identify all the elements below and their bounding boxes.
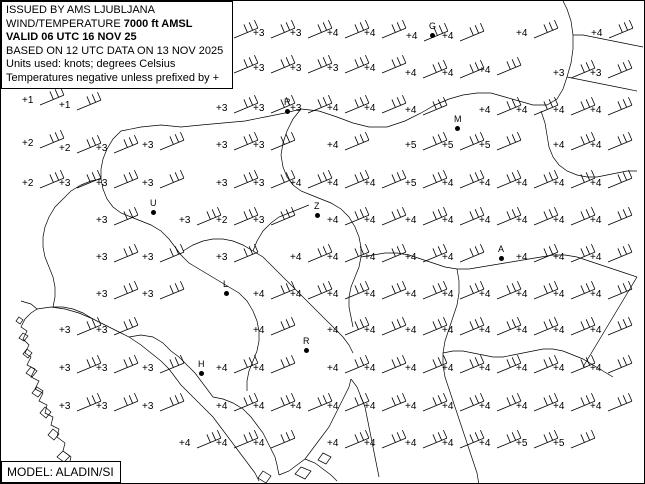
temperature-label: +4: [516, 178, 528, 189]
temperature-label: +4: [442, 401, 454, 412]
city-label: M: [454, 114, 462, 124]
temperature-label: +4: [442, 252, 454, 263]
temperature-label: +3: [142, 140, 154, 151]
wind-barb-icon: [534, 20, 558, 38]
temperature-label: +2: [216, 215, 228, 226]
temperature-label: +4: [216, 401, 228, 412]
wind-barb-icon: [345, 132, 369, 150]
temperature-label: +4: [364, 103, 376, 114]
temperature-label: +3: [253, 63, 265, 74]
basis-line: BASED ON 12 UTC DATA ON 13 NOV 2025: [6, 44, 224, 57]
temperature-label: +4: [442, 31, 454, 42]
temperature-label: +4: [442, 438, 454, 449]
temperature-label: +4: [405, 325, 417, 336]
city-marker-dot: [151, 210, 156, 215]
temperature-label: +3: [142, 401, 154, 412]
temperature-label: +4: [516, 401, 528, 412]
temperature-label: +4: [327, 401, 339, 412]
issuer-line: ISSUED BY AMS LJUBLJANA: [6, 4, 155, 16]
temperature-label: +4: [290, 252, 302, 263]
temperature-label: +4: [327, 28, 339, 39]
temperature-label: +3: [59, 363, 71, 374]
wind-barb-icon: [271, 132, 295, 150]
temperature-label: +4: [442, 215, 454, 226]
city-label: Z: [314, 201, 320, 211]
temperature-label: +4: [253, 289, 265, 300]
wind-barb-icon: [608, 244, 632, 262]
temperature-label: +4: [479, 178, 491, 189]
temperature-label: +3: [96, 325, 108, 336]
city-marker-dot: [224, 291, 229, 296]
wind-barb-icon: [382, 95, 406, 113]
chart-header-legend: [1, 1, 233, 89]
temperature-label: +4: [290, 401, 302, 412]
temperature-label: +3: [142, 178, 154, 189]
wind-barb-icon: [271, 317, 295, 335]
temperature-label: +4: [442, 68, 454, 79]
temperature-label: +4: [553, 252, 565, 263]
temperature-label: +4: [327, 325, 339, 336]
temperature-label: +3: [59, 325, 71, 336]
temperature-label: +4: [364, 438, 376, 449]
temperature-label: +4: [364, 215, 376, 226]
temperature-label: +4: [290, 178, 302, 189]
temperature-label: +3: [179, 215, 191, 226]
model-box: [1, 461, 121, 483]
temperature-label: +4: [179, 438, 191, 449]
temperature-label: +3: [253, 28, 265, 39]
temperature-label: +4: [405, 438, 417, 449]
wind-barb-icon: [382, 430, 406, 448]
temperature-label: +4: [327, 252, 339, 263]
temperature-label: +3: [290, 63, 302, 74]
temperature-label: +4: [405, 215, 417, 226]
temperature-label: +4: [516, 363, 528, 374]
temperature-label: +3: [96, 252, 108, 263]
wind-barb-icon: [271, 430, 295, 448]
temperature-label: +4: [405, 401, 417, 412]
wind-barb-icon: [160, 244, 184, 262]
city-marker-dot: [315, 213, 320, 218]
wind-barb-icon: [608, 60, 632, 78]
temperature-label: +4: [442, 289, 454, 300]
temperature-label: +5: [442, 140, 454, 151]
temperature-label: +3: [327, 63, 339, 74]
temperature-label: +4: [553, 178, 565, 189]
temperature-label: +4: [479, 401, 491, 412]
temperature-label: +4: [590, 215, 602, 226]
wind-barb-icon: [571, 430, 595, 448]
temperature-label: +4: [405, 252, 417, 263]
wind-barb-icon: [609, 20, 633, 38]
temperature-label: +4: [590, 401, 602, 412]
temperature-label: +4: [364, 401, 376, 412]
wind-barb-icon: [114, 393, 138, 411]
wind-barb-icon: [460, 23, 484, 41]
temperature-label: +4: [327, 215, 339, 226]
temperature-label: +3: [96, 401, 108, 412]
temperature-label: +4: [327, 289, 339, 300]
wind-barb-icon: [160, 132, 184, 150]
temperature-note-line: Temperatures negative unless prefixed by +: [6, 71, 220, 84]
temperature-label: +1: [22, 95, 34, 106]
temperature-label: +4: [553, 363, 565, 374]
city-label: R: [284, 97, 291, 107]
temperature-label: +3: [253, 178, 265, 189]
wind-barb-icon: [608, 170, 632, 188]
wind-barb-icon: [497, 132, 521, 150]
temperature-label: +2: [22, 178, 34, 189]
wind-barb-icon: [160, 170, 184, 188]
temperature-label: +4: [327, 363, 339, 374]
city-label: G: [429, 21, 437, 31]
wind-barb-icon: [114, 281, 138, 299]
temperature-label: +3: [216, 140, 228, 151]
city-marker-dot: [285, 109, 290, 114]
temperature-label: +3: [216, 103, 228, 114]
temperature-label: +4: [516, 105, 528, 116]
temperature-label: +3: [253, 140, 265, 151]
temperature-label: +4: [364, 178, 376, 189]
wind-barb-icon: [608, 132, 632, 150]
temperature-label: +4: [364, 289, 376, 300]
temperature-label: +1: [59, 100, 71, 111]
temperature-label: +4: [327, 438, 339, 449]
temperature-label: +3: [216, 252, 228, 263]
wind-barb-icon: [382, 207, 406, 225]
wind-barb-icon: [382, 393, 406, 411]
temperature-label: +4: [590, 325, 602, 336]
temperature-label: +5: [553, 438, 565, 449]
temperature-label: +3: [142, 289, 154, 300]
temperature-label: +4: [479, 215, 491, 226]
wind-barb-icon: [382, 281, 406, 299]
wind-barb-icon: [608, 97, 632, 115]
wind-barb-icon: [114, 244, 138, 262]
wind-barb-icon: [608, 355, 632, 373]
temperature-label: +3: [96, 143, 108, 154]
temperature-label: +3: [59, 401, 71, 412]
wind-barb-icon: [497, 57, 521, 75]
temperature-label: +4: [327, 103, 339, 114]
temperature-label: +2: [22, 138, 34, 149]
wind-barb-icon: [608, 207, 632, 225]
temperature-label: +4: [590, 289, 602, 300]
temperature-label: +5: [405, 140, 417, 151]
temperature-label: +4: [516, 325, 528, 336]
wind-barb-icon: [160, 281, 184, 299]
temperature-label: +3: [96, 215, 108, 226]
wind-barb-icon: [114, 355, 138, 373]
temperature-label: +3: [290, 103, 302, 114]
temperature-label: +4: [553, 325, 565, 336]
temperature-label: +4: [253, 438, 265, 449]
temperature-label: +4: [364, 363, 376, 374]
temperature-label: +4: [442, 178, 454, 189]
temperature-label: +4: [553, 215, 565, 226]
temperature-label: +3: [142, 252, 154, 263]
wind-barb-icon: [382, 55, 406, 73]
temperature-label: +4: [516, 28, 528, 39]
wind-barb-icon: [382, 170, 406, 188]
wind-barb-icon: [160, 393, 184, 411]
temperature-label: +5: [516, 438, 528, 449]
temperature-label: +4: [479, 438, 491, 449]
temperature-label: +4: [327, 178, 339, 189]
city-label: U: [150, 198, 157, 208]
temperature-label: +4: [553, 105, 565, 116]
temperature-label: +3: [553, 68, 565, 79]
temperature-label: +4: [364, 63, 376, 74]
temperature-label: +4: [253, 325, 265, 336]
temperature-label: +4: [516, 289, 528, 300]
temperature-label: +4: [479, 289, 491, 300]
temperature-label: +3: [253, 215, 265, 226]
city-label: R: [303, 336, 310, 346]
city-marker-dot: [304, 348, 309, 353]
wind-barb-icon: [114, 317, 138, 335]
temperature-label: +3: [59, 178, 71, 189]
temperature-label: +3: [290, 28, 302, 39]
temperature-label: +4: [253, 363, 265, 374]
temperature-label: +4: [406, 31, 418, 42]
product-line: WIND/TEMPERATURE 7000 ft AMSL: [6, 17, 193, 30]
temperature-label: +4: [479, 363, 491, 374]
validity-line: VALID 06 UTC 16 NOV 25: [6, 31, 137, 43]
model-label: MODEL: ALADIN/SI: [7, 465, 114, 479]
temperature-label: +4: [405, 68, 417, 79]
temperature-label: +4: [364, 28, 376, 39]
temperature-label: +4: [479, 65, 491, 76]
temperature-label: +3: [253, 103, 265, 114]
temperature-label: +2: [59, 143, 71, 154]
temperature-label: +4: [479, 105, 491, 116]
wind-barb-icon: [608, 393, 632, 411]
wind-barb-icon: [382, 317, 406, 335]
temperature-label: +3: [96, 289, 108, 300]
city-marker-dot: [499, 256, 504, 261]
temperature-label: +4: [405, 363, 417, 374]
temperature-label: +4: [553, 289, 565, 300]
temperature-label: +4: [590, 178, 602, 189]
wind-barb-icon: [271, 355, 295, 373]
wind-barb-icon: [460, 244, 484, 262]
temperature-label: +4: [405, 289, 417, 300]
temperature-label: +4: [553, 401, 565, 412]
city-marker-dot: [455, 126, 460, 131]
temperature-label: +3: [96, 178, 108, 189]
temperature-label: +5: [479, 140, 491, 151]
temperature-label: +4: [442, 363, 454, 374]
temperature-label: +4: [216, 363, 228, 374]
temperature-label: +4: [405, 105, 417, 116]
wind-barb-icon: [271, 207, 295, 225]
temperature-label: +4: [590, 363, 602, 374]
temperature-label: +4: [590, 252, 602, 263]
temperature-label: +4: [516, 252, 528, 263]
city-marker-dot: [199, 371, 204, 376]
temperature-label: +3: [142, 363, 154, 374]
wind-barb-icon: [382, 355, 406, 373]
temperature-label: +4: [290, 289, 302, 300]
units-line: Units used: knots; degrees Celsius: [6, 58, 176, 70]
wind-barb-icon: [114, 207, 138, 225]
city-label: A: [498, 244, 505, 254]
temperature-label: +3: [96, 363, 108, 374]
city-label: L: [223, 279, 229, 289]
wind-barb-icon: [608, 281, 632, 299]
temperature-label: +4: [591, 28, 603, 39]
city-label: H: [198, 359, 205, 369]
temperature-label: +4: [590, 105, 602, 116]
temperature-label: +4: [553, 140, 565, 151]
temperature-label: +4: [364, 325, 376, 336]
temperature-label: +4: [590, 140, 602, 151]
wind-barb-icon: [423, 97, 447, 115]
temperature-label: +3: [216, 178, 228, 189]
wind-barb-icon: [114, 135, 138, 153]
temperature-label: +4: [327, 140, 339, 151]
temperature-label: +4: [253, 401, 265, 412]
temperature-label: +4: [364, 252, 376, 263]
wind-barb-icon: [114, 170, 138, 188]
city-marker-dot: [430, 33, 435, 38]
temperature-label: +3: [590, 68, 602, 79]
wind-barb-icon: [382, 20, 406, 38]
temperature-label: +4: [442, 325, 454, 336]
temperature-label: +4: [516, 215, 528, 226]
wind-barb-icon: [77, 92, 101, 110]
temperature-label: +5: [405, 178, 417, 189]
temperature-label: +4: [216, 438, 228, 449]
temperature-label: +4: [479, 325, 491, 336]
